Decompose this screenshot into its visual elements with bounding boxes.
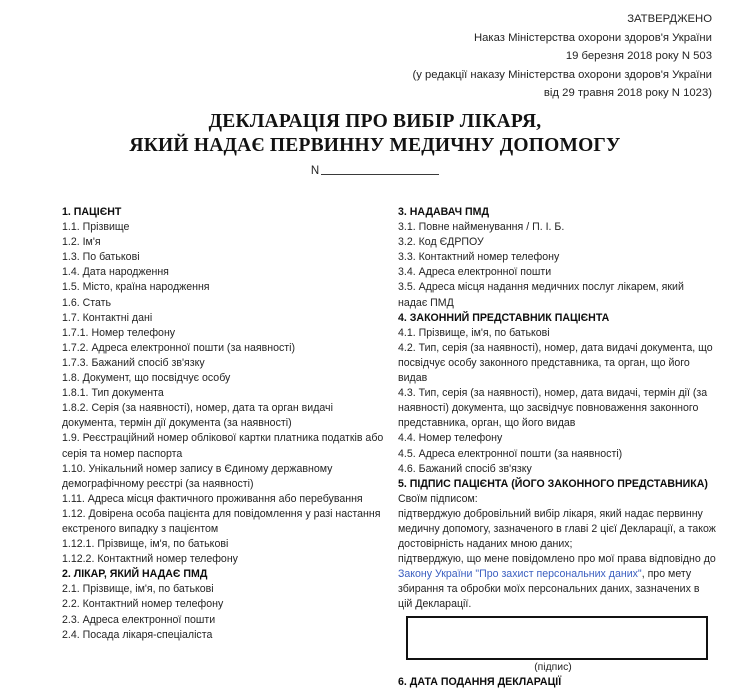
- field-label: 2.3. Адреса електронної пошти: [62, 613, 216, 626]
- field-label: 4.3. Тип, серія (за наявності), номер, дата видачі, термін дії (за наявності) документа, що засвідчує повноваження законного представника, орган, що його видав: [398, 387, 708, 430]
- field-label: 1.9. Реєстраційний номер облікової картки платника податків або серія та номер паспорта: [62, 432, 384, 460]
- field-label: 1.12. Довірена особа пацієнта для повідомлення у разі настання екстреного випадку з пацієнтом: [62, 507, 381, 535]
- field-label: 3.4. Адреса електронної пошти: [398, 266, 552, 279]
- section-heading: 6. ДАТА ПОДАННЯ ДЕКЛАРАЦІЇ: [398, 675, 562, 688]
- approval-block: [252, 10, 712, 103]
- document-number-blank[interactable]: [321, 164, 439, 175]
- field-label: 1.7.1. Номер телефону: [62, 326, 176, 339]
- document-title-block: [0, 110, 750, 177]
- field-label: 1.8.2. Серія (за наявності), номер, дата та орган видачі документа, термін дії документа (за наявності): [62, 402, 333, 430]
- approval-line-5: від 29 травня 2018 року N 1023): [543, 87, 712, 99]
- signature-box[interactable]: [406, 616, 708, 660]
- consent-paragraph: [398, 552, 716, 612]
- field-label: 1.6. Стать: [62, 296, 112, 309]
- signature-caption: (підпис): [534, 661, 572, 673]
- page-title-line-1: ДЕКЛАРАЦІЯ ПРО ВИБІР ЛІКАРЯ,: [208, 111, 542, 132]
- field-label: 2.1. Прізвище, ім'я, по батькові: [62, 583, 214, 596]
- document-number-label: N: [310, 165, 320, 177]
- field-label: 4.5. Адреса електронної пошти (за наявності): [398, 447, 623, 460]
- field-label: 4.2. Тип, серія (за наявності), номер, дата видачі документа, що посвідчує особу законного представника, та орган, що його видав: [398, 341, 713, 385]
- right-column: [398, 205, 716, 690]
- section-heading: 3. НАДАВАЧ ПМД: [398, 206, 490, 218]
- field-label: 1.1. Прізвище: [62, 221, 130, 234]
- field-label: підтверджую добровільний вибір лікаря, який надає первинну медичну допомогу, зазначеного в главі 2 цієї Декларації, а також достовірність наданих мною даних;: [398, 507, 716, 551]
- field-label: 3.1. Повне найменування / П. І. Б.: [398, 221, 565, 234]
- field-label: 4.4. Номер телефону: [398, 432, 503, 445]
- field-label: 1.11. Адреса місця фактичного проживання або перебування: [62, 492, 363, 505]
- field-label: 1.10. Унікальний номер запису в Єдиному державному демографічному реєстрі (за наявності): [62, 462, 333, 490]
- page-title-line-2: ЯКИЙ НАДАЄ ПЕРВИННУ МЕДИЧНУ ДОПОМОГУ: [129, 135, 621, 156]
- field-label: 4.1. Прізвище, ім'я, по батькові: [398, 326, 550, 339]
- left-column: [62, 205, 384, 643]
- consent-text-after-link: , про мету збирання та обробки моїх персональних даних, зазначених в цій Декларації.: [398, 568, 700, 611]
- section-heading: 1. ПАЦІЄНТ: [62, 206, 122, 218]
- consent-text-before-link: підтверджую, що мене повідомлено про мої права відповідно до: [398, 553, 716, 566]
- section-heading: 2. ЛІКАР, ЯКИЙ НАДАЄ ПМД: [62, 568, 208, 581]
- approval-line-1: ЗАТВЕРДЖЕНО: [627, 13, 712, 25]
- field-label: 3.2. Код ЄДРПОУ: [398, 236, 484, 249]
- field-label: 4.6. Бажаний спосіб зв'язку: [398, 462, 532, 475]
- field-label: 1.12.1. Прізвище, ім'я, по батькові: [62, 538, 229, 551]
- approval-line-4: (у редакції наказу Міністерства охорони здоров'я України: [412, 68, 712, 81]
- field-label: 1.12.2. Контактний номер телефону: [62, 553, 238, 566]
- section-heading: 5. ПІДПИС ПАЦІЄНТА (ЙОГО ЗАКОННОГО ПРЕДСТАВНИКА): [398, 477, 708, 490]
- approval-line-3: 19 березня 2018 року N 503: [565, 50, 712, 62]
- field-label: 1.8.1. Тип документа: [62, 387, 164, 400]
- field-label: 2.2. Контактний номер телефону: [62, 598, 224, 611]
- approval-line-2: Наказ Міністерства охорони здоров'я України: [473, 31, 712, 44]
- field-label: 1.7.2. Адреса електронної пошти (за наявності): [62, 341, 296, 354]
- field-label: 1.5. Місто, країна народження: [62, 281, 210, 294]
- field-label: 1.7. Контактні дані: [62, 311, 153, 324]
- field-label: Своїм підписом:: [398, 492, 478, 505]
- field-label: 1.8. Документ, що посвідчує особу: [62, 372, 231, 385]
- field-label: 3.3. Контактний номер телефону: [398, 251, 560, 264]
- field-label: 1.4. Дата народження: [62, 266, 169, 279]
- field-label: 1.2. Ім'я: [62, 236, 101, 249]
- field-label: 2.4. Посада лікаря-спеціаліста: [62, 628, 213, 641]
- field-label: 3.5. Адреса місця надання медичних послуг лікарем, який надає ПМД: [398, 281, 684, 309]
- field-label: 1.3. По батькові: [62, 251, 140, 264]
- section-heading: 4. ЗАКОННИЙ ПРЕДСТАВНИК ПАЦІЄНТА: [398, 311, 610, 324]
- field-label: 1.7.3. Бажаний спосіб зв'язку: [62, 356, 205, 369]
- document-number-field: [0, 164, 750, 177]
- personal-data-law-link[interactable]: Закону України "Про захист персональних даних": [398, 568, 642, 581]
